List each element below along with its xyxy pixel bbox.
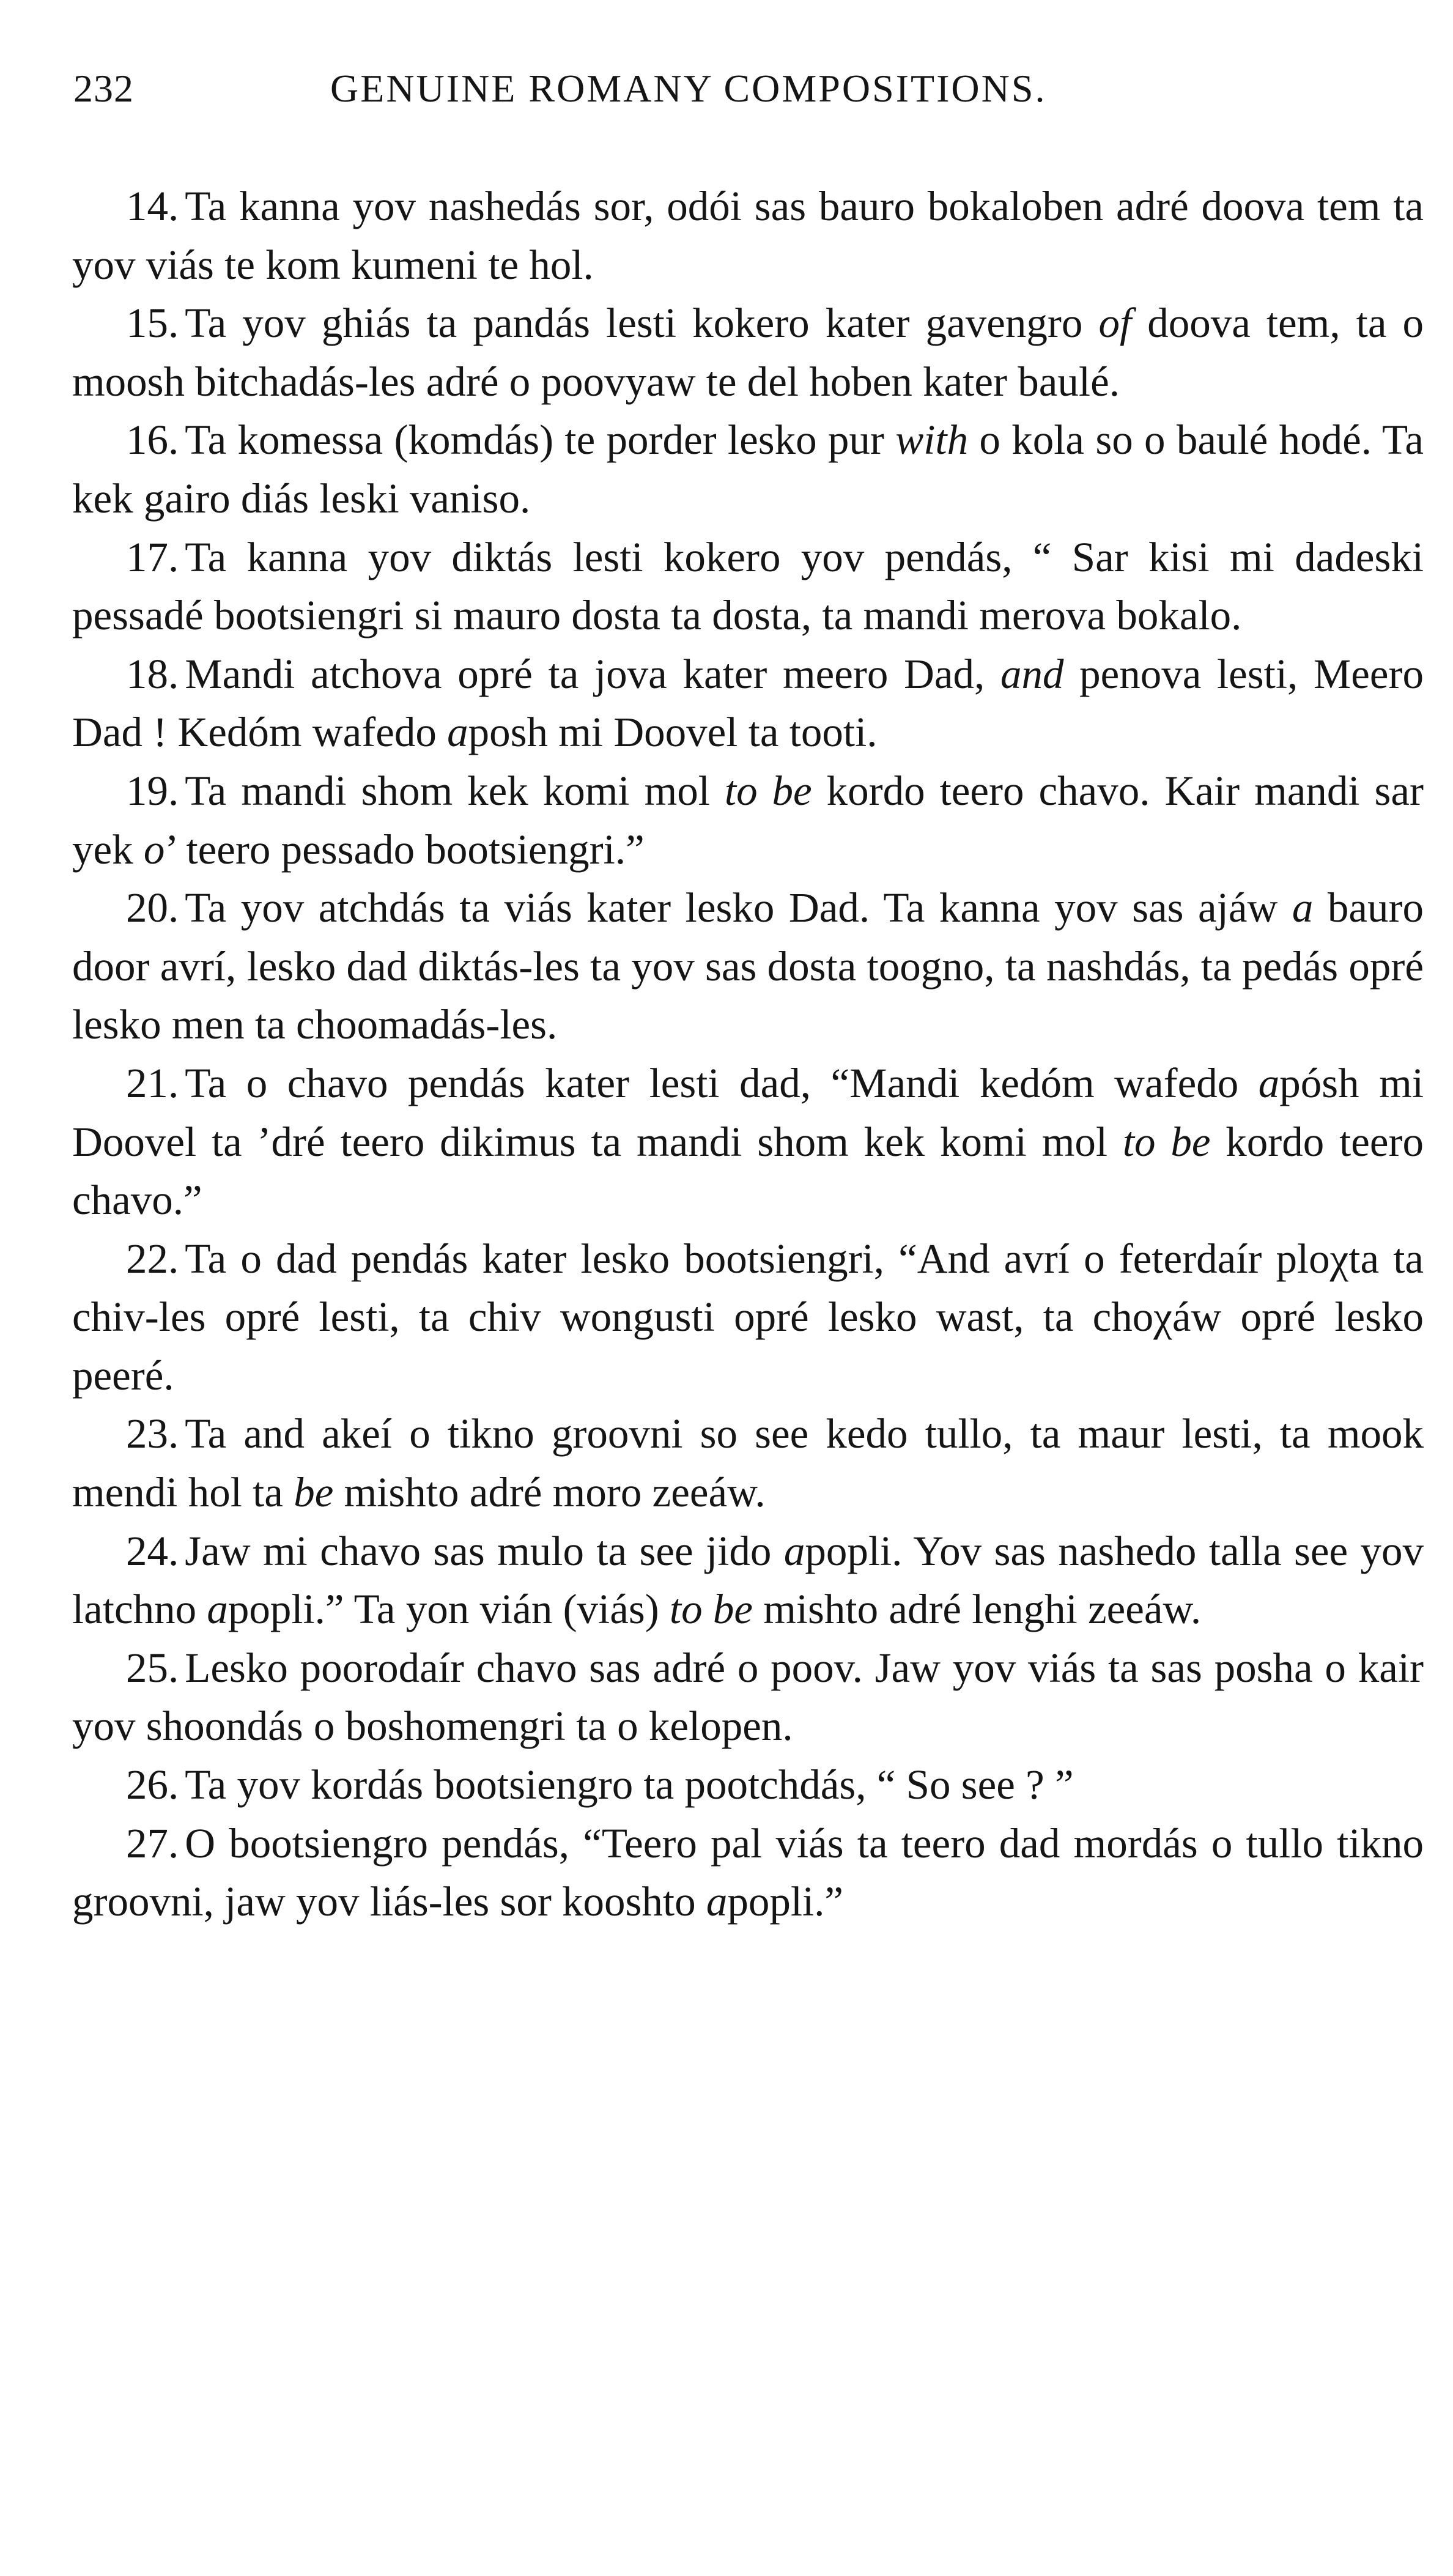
italic-text: a (783, 1527, 805, 1574)
verse-number: 19. (126, 767, 179, 814)
verse-text: O bootsiengro pendás, “Teero pal viás ta teero dad mordás o tullo tikno groovni, jaw yov liás-les sor kooshto (72, 1819, 1424, 1925)
verse-number: 20. (126, 884, 179, 931)
verse-text: o kola so o baulé hodé. Ta kek gairo diás leski vaniso. (72, 416, 1424, 522)
verse-number: 18. (126, 650, 179, 697)
verse-text: popli. Yov sas nashedo talla see yov latchno (72, 1527, 1424, 1633)
verse-23 (72, 1405, 1424, 1522)
verse-text: kordo teero chavo. Kair mandi sar yek (72, 767, 1424, 873)
verse-text: Ta kanna yov nashedás sor, odói sas bauro bokaloben adré doova tem ta yov viás te kom kumeni te hol. (72, 183, 1424, 288)
verse-15 (72, 294, 1424, 411)
page-number: 232 (73, 67, 134, 110)
verse-24 (72, 1522, 1424, 1639)
italic-text: to be (1122, 1118, 1211, 1165)
verse-number: 16. (126, 416, 179, 464)
verse-16 (72, 411, 1424, 528)
verse-number: 24. (126, 1527, 179, 1574)
verse-25 (72, 1639, 1424, 1756)
verse-text: popli.” (727, 1878, 844, 1925)
italic-text: a (1258, 1059, 1280, 1106)
verse-text: Ta and akeí o tikno groovni so see kedo tullo, ta maur lesti, ta mook mendi hol ta (72, 1410, 1424, 1516)
verse-text: Ta o dad pendás kater lesko bootsiengri, “And avrí o feterdaír ploχta ta chiv-les opré lesti, ta chiv wongusti opré lesko wast, ta choχáw opré lesko peeré. (72, 1235, 1424, 1399)
verse-text: Ta kanna yov diktás lesti kokero yov pendás, “ Sar kisi mi dadeski pessadé bootsiengri si mauro dosta ta dosta, ta mandi merova bokalo. (72, 533, 1424, 639)
verse-text: Mandi atchova opré ta jova kater meero Dad, (185, 650, 1000, 697)
page-header (73, 61, 1388, 116)
verse-text: doova tem, ta o moosh bitchadás-les adré o poovyaw te del hoben kater baulé. (72, 300, 1424, 405)
verse-text: mishto adré moro zeeáw. (333, 1469, 766, 1516)
verse-text: mishto adré lenghi zeeáw. (752, 1586, 1202, 1633)
verse-21 (72, 1054, 1424, 1230)
verse-text: penova lesti, Meero Dad ! Kedóm wafedo (72, 650, 1424, 756)
verse-number: 23. (126, 1410, 179, 1457)
verse-text: ’ teero pessado bootsiengri.” (165, 826, 645, 873)
verse-text: Ta komessa (komdás) te porder lesko pur (185, 416, 896, 464)
verse-number: 14. (126, 183, 179, 229)
verse-text: bauro door avrí, lesko dad diktás-les ta yov sas dosta toogno, ta nashdás, ta pedás opré lesko men ta choomadás-les. (72, 884, 1424, 1048)
verse-number: 22. (126, 1235, 179, 1282)
italic-text: of (1098, 300, 1132, 347)
verse-number: 17. (126, 533, 179, 580)
italic-text: with (895, 416, 969, 464)
verse-26 (72, 1756, 1424, 1815)
verse-text: Ta o chavo pendás kater lesti dad, “Mandi kedóm wafedo (185, 1059, 1259, 1106)
italic-text: a (706, 1878, 728, 1925)
page-body (72, 177, 1424, 1931)
verse-text: Ta mandi shom kek komi mol (185, 767, 725, 814)
verse-20 (72, 879, 1424, 1054)
running-head: GENUINE ROMANY COMPOSITIONS. (330, 67, 1047, 110)
verse-number: 26. (126, 1761, 179, 1808)
verse-text: Jaw mi chavo sas mulo ta see jido (185, 1527, 784, 1574)
italic-text: a (207, 1586, 228, 1633)
italic-text: a (447, 709, 468, 756)
italic-text: and (1000, 650, 1064, 697)
verse-18 (72, 645, 1424, 762)
verse-text: Ta yov kordás bootsiengro ta pootchdás, “ So see ? ” (185, 1761, 1074, 1808)
verse-text: kordo teero chavo.” (72, 1118, 1424, 1224)
verse-text: popli.” Ta yon vián (viás) (227, 1586, 670, 1633)
italic-text: to be (669, 1586, 753, 1633)
verse-text: pósh mi Doovel ta ’dré teero dikimus ta mandi shom kek komi mol (72, 1059, 1424, 1165)
verse-14 (72, 177, 1424, 294)
verse-number: 21. (126, 1059, 179, 1106)
verse-text: Lesko poorodaír chavo sas adré o poov. Jaw yov viás ta sas posha o kair yov shoondás o boshomengri ta o kelopen. (72, 1644, 1424, 1750)
italic-text: o (143, 826, 165, 873)
verse-number: 25. (126, 1644, 179, 1691)
italic-text: a (1292, 884, 1314, 931)
verse-number: 27. (126, 1819, 179, 1867)
verse-19 (72, 762, 1424, 879)
verse-text: posh mi Doovel ta tooti. (468, 709, 878, 756)
italic-text: be (294, 1469, 334, 1516)
verse-number: 15. (126, 300, 179, 347)
verse-22 (72, 1230, 1424, 1405)
verse-text: Ta yov ghiás ta pandás lesti kokero kater gavengro (185, 300, 1099, 347)
verse-text: Ta yov atchdás ta viás kater lesko Dad. Ta kanna yov sas ajáw (185, 884, 1292, 931)
verse-27 (72, 1815, 1424, 1931)
verse-17 (72, 528, 1424, 645)
italic-text: to be (724, 767, 812, 814)
